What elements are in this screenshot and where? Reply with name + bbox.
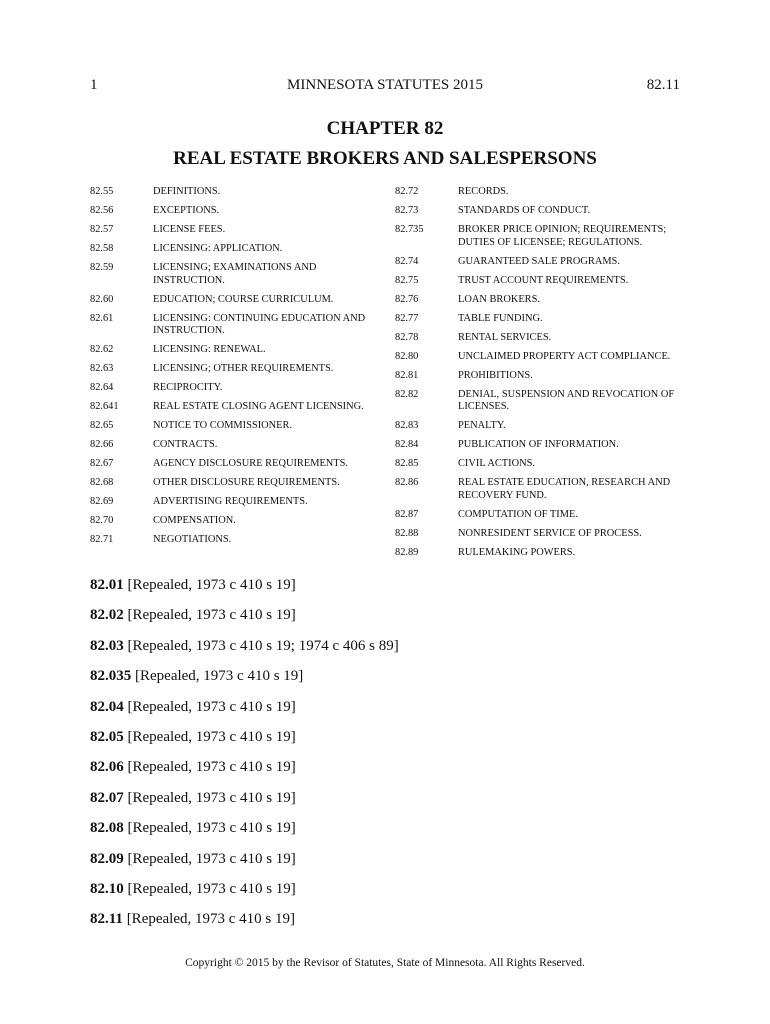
toc-number: 82.55 <box>90 186 114 197</box>
section-text: [Repealed, 1973 c 410 s 19] <box>127 759 296 776</box>
toc-number: 82.85 <box>395 458 419 469</box>
toc-entry <box>395 224 685 249</box>
toc-title: RENTAL SERVICES. <box>458 331 552 343</box>
toc-entry <box>395 458 685 471</box>
section-entry <box>90 638 399 668</box>
toc-entry <box>395 186 685 199</box>
toc-entry <box>395 205 685 218</box>
toc-number: 82.641 <box>90 401 119 412</box>
toc-entry <box>90 382 370 395</box>
toc-entry <box>90 262 370 287</box>
section-text: [Repealed, 1973 c 410 s 19] <box>127 850 296 867</box>
toc-number: 82.59 <box>90 262 114 273</box>
toc-title: BROKER PRICE OPINION; REQUIREMENTS; DUTIES OF LICENSEE; REGULATIONS. <box>458 224 667 248</box>
toc-number: 82.78 <box>395 331 419 343</box>
toc-number: 82.60 <box>90 293 114 305</box>
toc-title: PROHIBITIONS. <box>458 369 533 381</box>
section-text: [Repealed, 1973 c 410 s 19] <box>135 668 304 685</box>
toc-title: ADVERTISING REQUIREMENTS. <box>153 496 308 507</box>
toc-entry <box>395 420 685 433</box>
toc-number: 82.73 <box>395 205 419 216</box>
toc-title: CONTRACTS. <box>153 439 218 450</box>
section-entry <box>90 759 399 789</box>
toc-number: 82.58 <box>90 243 114 254</box>
toc-title: PUBLICATION OF INFORMATION. <box>458 439 619 450</box>
toc-title: LOAN BROKERS. <box>458 293 540 305</box>
toc-right-column <box>395 186 685 566</box>
section-entry <box>90 790 399 820</box>
toc-title: EDUCATION; COURSE CURRICULUM. <box>153 293 334 305</box>
toc-entry <box>90 477 370 490</box>
toc-entry <box>395 351 685 364</box>
toc-title: NONRESIDENT SERVICE OF PROCESS. <box>458 527 642 539</box>
toc-title: STANDARDS OF CONDUCT. <box>458 205 591 216</box>
toc-number: 82.64 <box>90 382 114 393</box>
toc-title: PENALTY. <box>458 420 506 431</box>
toc-entry <box>90 515 370 528</box>
toc-title: OTHER DISCLOSURE REQUIREMENTS. <box>153 477 340 488</box>
toc-number: 82.56 <box>90 205 114 216</box>
toc-left-column <box>90 186 370 553</box>
toc-number: 82.62 <box>90 344 114 355</box>
toc-title: RULEMAKING POWERS. <box>458 546 576 558</box>
toc-entry <box>395 332 685 345</box>
section-text: [Repealed, 1973 c 410 s 19] <box>127 820 296 837</box>
section-entry <box>90 607 399 637</box>
toc-title: TRUST ACCOUNT REQUIREMENTS. <box>458 274 629 286</box>
section-number: 82.01 <box>90 577 124 593</box>
toc-number: 82.63 <box>90 363 114 374</box>
toc-number: 82.81 <box>395 369 419 381</box>
toc-number: 82.88 <box>395 527 419 539</box>
chapter-subtitle: REAL ESTATE BROKERS AND SALESPERSONS <box>173 148 597 169</box>
toc-entry <box>90 294 370 307</box>
toc-number: 82.66 <box>90 439 114 450</box>
toc-number: 82.65 <box>90 420 114 431</box>
repealed-sections-list <box>90 577 399 942</box>
toc-entry <box>90 439 370 452</box>
toc-title: UNCLAIMED PROPERTY ACT COMPLIANCE. <box>458 350 671 362</box>
toc-number: 82.735 <box>395 224 424 235</box>
running-header-section: 82.11 <box>646 77 680 93</box>
toc-number: 82.76 <box>395 293 419 305</box>
toc-title: REAL ESTATE CLOSING AGENT LICENSING. <box>153 401 364 412</box>
section-number: 82.06 <box>90 759 124 776</box>
toc-title: RECORDS. <box>458 186 509 197</box>
page-number: 1 <box>90 77 98 93</box>
toc-number: 82.75 <box>395 274 419 286</box>
toc-title: DENIAL, SUSPENSION AND REVOCATION OF LICENSES. <box>458 388 675 412</box>
toc-number: 82.80 <box>395 350 419 362</box>
toc-title: COMPENSATION. <box>153 515 236 526</box>
section-text: [Repealed, 1973 c 410 s 19] <box>126 911 295 928</box>
toc-number: 82.70 <box>90 515 114 526</box>
section-text: [Repealed, 1973 c 410 s 19; 1974 c 406 s 89] <box>127 637 399 654</box>
section-text: [Repealed, 1973 c 410 s 19] <box>127 577 296 593</box>
toc-entry <box>395 256 685 269</box>
toc-title: LICENSING; EXAMINATIONS AND INSTRUCTION. <box>153 262 317 286</box>
toc-number: 82.89 <box>395 546 419 558</box>
toc-entry <box>395 547 685 560</box>
section-number: 82.05 <box>90 728 124 745</box>
toc-number: 82.77 <box>395 312 419 324</box>
section-number: 82.035 <box>90 668 132 685</box>
section-entry <box>90 729 399 759</box>
section-entry <box>90 881 399 911</box>
chapter-title: CHAPTER 82 <box>326 118 444 139</box>
toc-title: LICENSE FEES. <box>153 224 226 235</box>
section-number: 82.02 <box>90 607 124 624</box>
toc-entry <box>90 420 370 433</box>
copyright-footer: Copyright © 2015 by the Revisor of Statutes, State of Minnesota. All Rights Reserved. <box>185 957 585 969</box>
section-number: 82.07 <box>90 789 124 806</box>
toc-entry <box>90 344 370 357</box>
toc-title: RECIPROCITY. <box>153 382 223 393</box>
toc-title: REAL ESTATE EDUCATION, RESEARCH AND RECOVERY FUND. <box>458 477 671 501</box>
section-number: 82.04 <box>90 698 124 715</box>
toc-entry <box>395 275 685 288</box>
section-number: 82.09 <box>90 850 124 867</box>
toc-entry <box>395 509 685 522</box>
toc-entry <box>90 401 370 414</box>
toc-number: 82.71 <box>90 534 114 545</box>
toc-entry <box>90 186 370 199</box>
toc-entry <box>90 224 370 237</box>
toc-number: 82.82 <box>395 388 419 400</box>
toc-title: LICENSING: CONTINUING EDUCATION AND INSTRUCTION. <box>153 312 366 336</box>
toc-number: 82.83 <box>395 420 419 431</box>
running-header-title: MINNESOTA STATUTES 2015 <box>287 77 483 93</box>
toc-entry <box>90 313 370 338</box>
toc-entry <box>395 389 685 414</box>
toc-entry <box>395 294 685 307</box>
section-text: [Repealed, 1973 c 410 s 19] <box>127 789 296 806</box>
section-text: [Repealed, 1973 c 410 s 19] <box>127 698 296 715</box>
toc-number: 82.68 <box>90 477 114 488</box>
toc-entry <box>395 528 685 541</box>
toc-title: TABLE FUNDING. <box>458 312 543 324</box>
section-entry <box>90 699 399 729</box>
toc-title: NEGOTIATIONS. <box>153 534 232 545</box>
toc-number: 82.69 <box>90 496 114 507</box>
toc-title: CIVIL ACTIONS. <box>458 458 535 469</box>
toc-entry <box>90 534 370 547</box>
toc-number: 82.72 <box>395 186 419 197</box>
section-text: [Repealed, 1973 c 410 s 19] <box>127 607 296 624</box>
section-text: [Repealed, 1973 c 410 s 19] <box>127 728 296 745</box>
toc-entry <box>395 313 685 326</box>
section-entry <box>90 851 399 881</box>
section-number: 82.03 <box>90 637 124 654</box>
toc-title: LICENSING; OTHER REQUIREMENTS. <box>153 363 334 374</box>
toc-entry <box>395 370 685 383</box>
toc-title: NOTICE TO COMMISSIONER. <box>153 420 293 431</box>
toc-title: AGENCY DISCLOSURE REQUIREMENTS. <box>153 458 349 469</box>
toc-number: 82.86 <box>395 477 419 488</box>
toc-title: DEFINITIONS. <box>153 186 221 197</box>
toc-number: 82.84 <box>395 439 419 450</box>
toc-entry <box>90 363 370 376</box>
toc-entry <box>90 243 370 256</box>
section-entry <box>90 820 399 850</box>
toc-entry <box>395 439 685 452</box>
toc-title: COMPUTATION OF TIME. <box>458 508 578 520</box>
section-number: 82.08 <box>90 820 124 837</box>
section-entry <box>90 911 399 941</box>
toc-title: GUARANTEED SALE PROGRAMS. <box>458 255 620 267</box>
toc-number: 82.74 <box>395 255 419 267</box>
toc-number: 82.87 <box>395 508 419 520</box>
toc-entry <box>395 477 685 502</box>
toc-title: LICENSING: APPLICATION. <box>153 243 283 254</box>
toc-entry <box>90 496 370 509</box>
toc-title: LICENSING: RENEWAL. <box>153 344 266 355</box>
toc-number: 82.61 <box>90 312 114 324</box>
section-entry <box>90 668 399 698</box>
toc-entry <box>90 205 370 218</box>
toc-entry <box>90 458 370 471</box>
toc-title: EXCEPTIONS. <box>153 205 220 216</box>
section-entry <box>90 577 399 607</box>
section-number: 82.11 <box>90 911 123 928</box>
section-number: 82.10 <box>90 880 124 897</box>
toc-number: 82.67 <box>90 458 114 469</box>
section-text: [Repealed, 1973 c 410 s 19] <box>127 880 296 897</box>
toc-number: 82.57 <box>90 224 114 235</box>
